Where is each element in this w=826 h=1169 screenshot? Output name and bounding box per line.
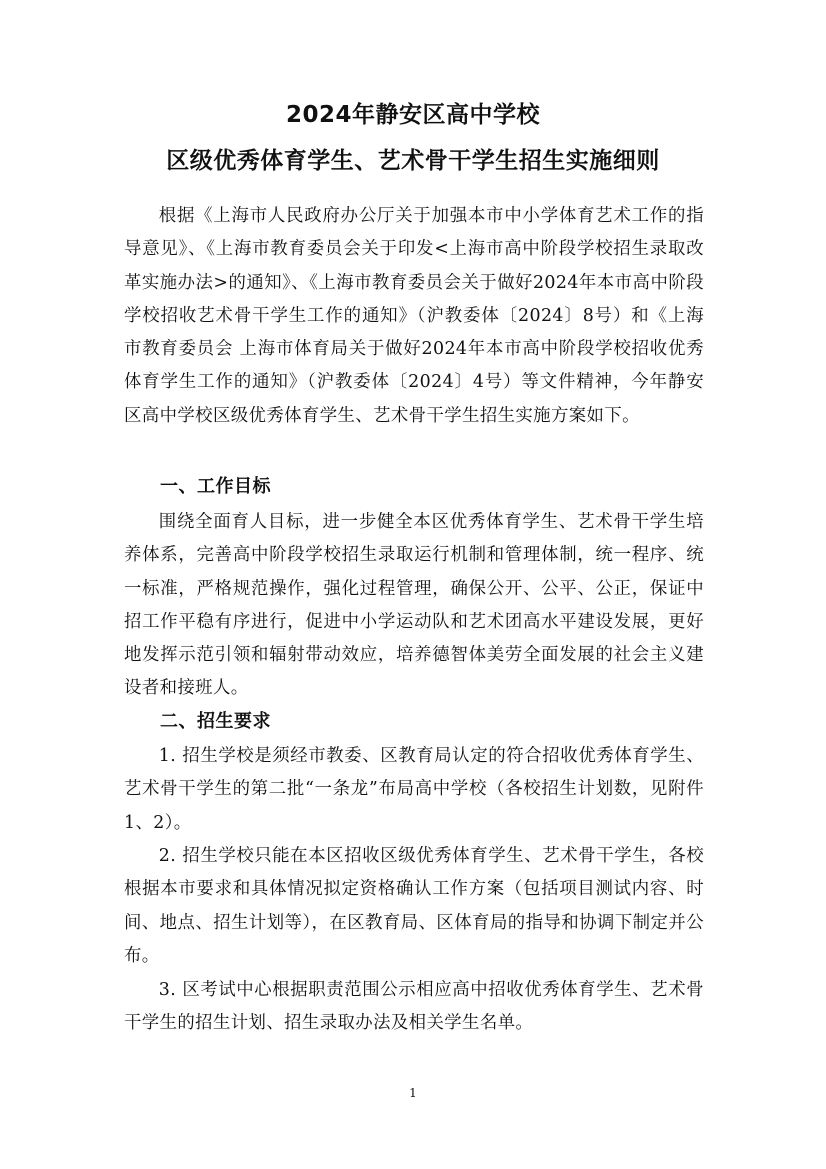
work-goals-text: 围绕全面育人目标，进一步健全本区优秀体育学生、艺术骨干学生培养体系，完善高中阶段学校招生录取运行机制和管理体制，统一程序、统一标准，严格规范操作，强化过程管理，确保公开、公平、公正，保证中招工作平稳有序进行，促进中小学运动队和艺术团高水平建设发展，更好地发挥示范引领和辐射带动效应，培养德智体美劳全面发展的社会主义建设者和接班人。: [124, 512, 704, 699]
requirement-item-3: [124, 974, 704, 1041]
page-number: 1: [409, 1086, 417, 1100]
requirement-item-2: [124, 840, 704, 973]
work-goals-paragraph: [124, 506, 704, 706]
intro-paragraph: [124, 200, 704, 433]
requirement-item-text: 2. 招生学校只能在本区招收区级优秀体育学生、艺术骨干学生，各校根据本市要求和具体情况拟定资格确认工作方案（包括项目测试内容、时间、地点、招生计划等），在区教育局、区体育局的指导和协调下制定并公布。: [124, 846, 704, 966]
requirement-item-1: [124, 740, 704, 840]
requirement-item-text: 1. 招生学校是须经市教委、区教育局认定的符合招收优秀体育学生、艺术骨干学生的第二批“一条龙”布局高中学校（各校招生计划数，见附件1、2）。: [124, 746, 704, 833]
section-heading-enrollment-requirements: 二、招生要求: [160, 711, 271, 732]
requirement-item-text: 3. 区考试中心根据职责范围公示相应高中招收优秀体育学生、艺术骨干学生的招生计划、招生录取办法及相关学生名单。: [124, 980, 704, 1034]
document-title-line-2: 区级优秀体育学生、艺术骨干学生招生实施细则: [166, 148, 660, 174]
section-heading-work-goals: 一、工作目标: [160, 476, 271, 497]
intro-text: 根据《上海市人民政府办公厅关于加强本市中小学体育艺术工作的指导意见》、《上海市教育委员会关于印发<上海市高中阶段学校招生录取改革实施办法>的通知》、《上海市教育委员会关于做好2024年本市高中阶段学校招收艺术骨干学生工作的通知》（沪教委体〔2024〕8号）和《上海市教育委员会 上海市体育局关于做好2024年本市高中阶段学校招收优秀体育学生工作的通知》（沪教委体〔2024〕4号）等文件精神，今年静安区高中学校区级优秀体育学生、艺术骨干学生招生实施方案如下。: [124, 206, 704, 426]
document-title-line-1: 2024年静安区高中学校: [285, 102, 540, 128]
